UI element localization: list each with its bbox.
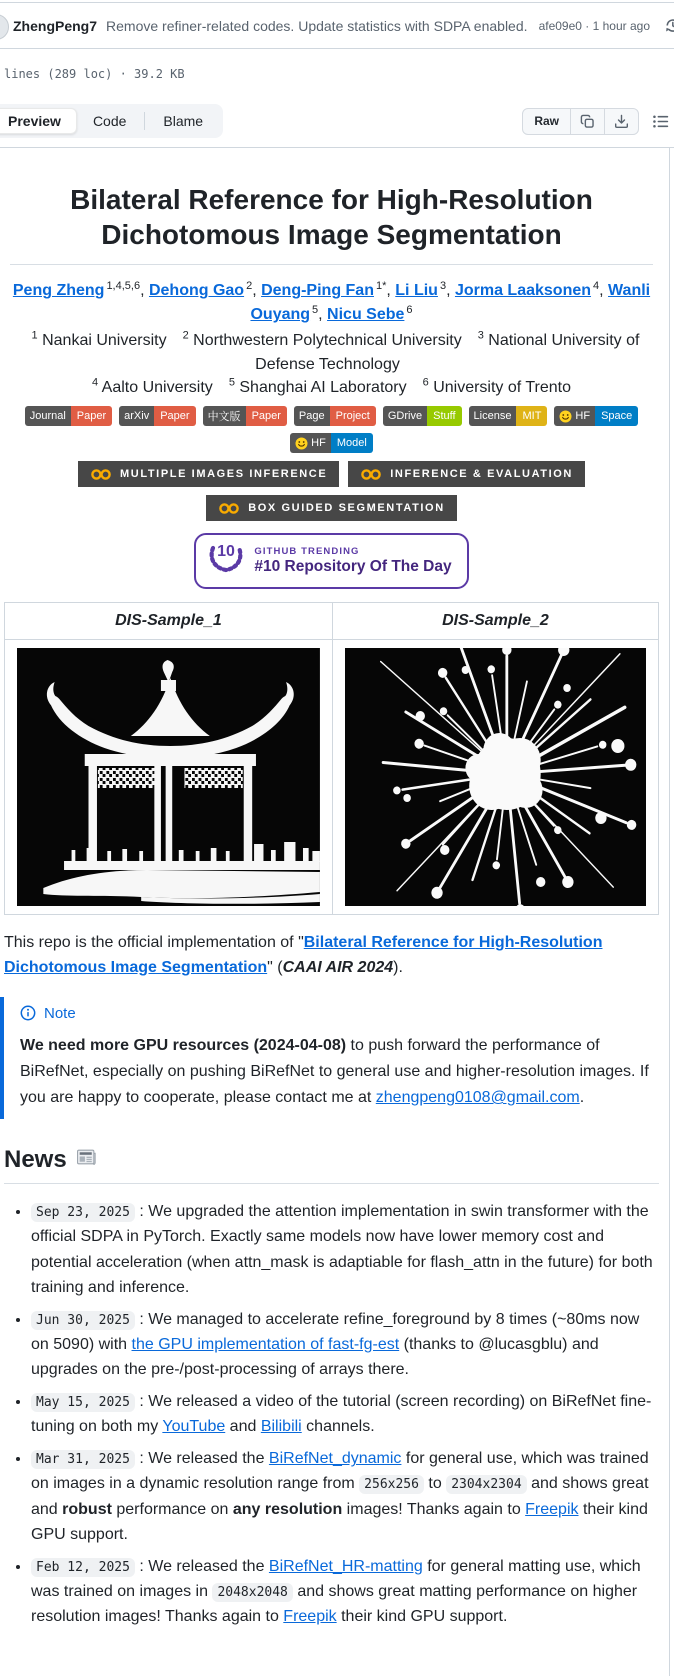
affiliations (4, 329, 659, 399)
tab-code[interactable]: Code (77, 108, 142, 134)
shield-badge[interactable]: HF Model (290, 433, 373, 453)
tab-preview[interactable]: Preview (0, 108, 77, 134)
shield-badge[interactable]: HF Space (554, 406, 638, 426)
news-date: Mar 31, 2025 (31, 1450, 135, 1469)
file-toolbar (0, 96, 674, 148)
file-view-page (0, 2, 674, 1676)
note-callout (0, 997, 659, 1120)
affiliation-item: $^1$ Nankai University (31, 330, 167, 350)
shield-badges-row (4, 406, 659, 426)
inline-link[interactable]: BiRefNet_dynamic (268, 1450, 402, 1468)
commit-header (0, 2, 674, 49)
author-link[interactable]: Peng Zheng (12, 282, 105, 300)
news-date: Feb 12, 2025 (31, 1558, 135, 1577)
raw-button[interactable]: Raw (523, 109, 570, 134)
inline-code: 2304x2304 (446, 1475, 526, 1494)
shield-badge[interactable]: License MIT (469, 406, 548, 426)
author-link[interactable]: Jorma Laaksonen (454, 282, 592, 300)
tab-blame[interactable]: Blame (147, 108, 219, 134)
inline-link[interactable]: YouTube (162, 1418, 226, 1436)
outline-button[interactable] (649, 110, 672, 133)
inline-code: 2048x2048 (212, 1583, 292, 1602)
note-header (20, 1005, 651, 1022)
author-link[interactable]: Deng-Ping Fan (261, 282, 374, 300)
note-body: We need more GPU resources (2024-04-08) to push forward the performance of BiRefNet, especially on pushing BiRefNet to general use and higher-resolution images. If you are happy to cooperate, please contact me at zhengpeng0108@gmail.com. (20, 1036, 649, 1107)
colab-badge[interactable]: INFERENCE & EVALUATION (348, 461, 585, 487)
affiliation-item: $^6$ University of Trento (422, 376, 572, 396)
trending-kicker: GITHUB TRENDING (254, 545, 360, 557)
toolbar-actions (522, 108, 670, 135)
news-date: Jun 30, 2025 (31, 1311, 135, 1330)
author-superscript: 1* (375, 280, 387, 293)
readme-content (0, 148, 670, 1676)
shield-badge[interactable]: Page Project (294, 406, 376, 426)
authors-line: Peng Zheng $^{1,4,5,6}$, Dehong Gao $^2$, Deng-Ping Fan $^{1*}$, Li Liu $^3$, Jorma Laaksonen $^4$, Wanli Ouyang $^5$, Nicu Sebe $^6$ (12, 280, 651, 324)
news-heading (4, 1146, 659, 1184)
news-item: • Jun 30, 2025 : We managed to accelerate refine_foreground by 8 times (~80ms now on 5090) with the GPU implementation of fast-fg-est (thanks to @lucasgblu) and upgrades on the pre-/post-processing of arrays there. (31, 1307, 659, 1382)
avatar[interactable] (0, 14, 9, 40)
author-superscript: 6 (406, 304, 413, 317)
inline-link[interactable]: zhengpeng0108@gmail.com (375, 1089, 580, 1107)
inline-code: 256x256 (359, 1475, 424, 1494)
affiliation-row (4, 329, 659, 375)
inline-link[interactable]: Freepik (283, 1607, 337, 1625)
news-date: Sep 23, 2025 (31, 1203, 135, 1222)
author-superscript: 2 (246, 280, 253, 293)
shield-badge[interactable]: arXiv Paper (119, 406, 195, 426)
hf-emoji-icon (295, 437, 308, 450)
dis-sample-2-image[interactable] (345, 648, 646, 906)
readme-title: Bilateral Reference for High-Resolution Dichotomous Image Segmentation (10, 183, 653, 265)
author-superscript: 3 (439, 280, 447, 293)
intro-paragraph: This repo is the official implementation of "Bilateral Reference for High-Resolution Dichotomous Image Segmentation" (CAAI AIR 2024). (4, 934, 603, 976)
author-link[interactable]: Li Liu (395, 282, 438, 300)
inline-link[interactable]: Bilibili (260, 1418, 302, 1436)
author-superscript: 1,4,5,6 (106, 280, 141, 293)
dis-sample-1-image[interactable] (17, 648, 320, 906)
sample-header: DIS-Sample_2 (332, 603, 658, 640)
author-link[interactable]: Dehong Gao (148, 282, 245, 300)
newspaper-emoji-icon (76, 1146, 97, 1174)
history-icon[interactable] (664, 17, 674, 34)
download-button[interactable] (604, 109, 638, 134)
model-badge-row (4, 433, 659, 453)
copy-icon (580, 114, 595, 129)
affiliation-item: $^2$ Northwestern Polytechnical University (182, 330, 462, 350)
news-date: May 15, 2025 (31, 1393, 135, 1412)
affiliation-item: $^4$ Aalto University (91, 376, 213, 396)
author-superscript: 4 (593, 280, 600, 293)
shield-badge[interactable]: GDrive Stuff (383, 406, 462, 426)
colab-badge[interactable]: MULTIPLE IMAGES INFERENCE (78, 461, 339, 487)
svg-text:10: 10 (217, 543, 236, 560)
laurel-icon (205, 539, 247, 582)
author-superscript: 5 (312, 304, 319, 317)
inline-link[interactable]: Bilateral Reference for High-Resolution Dichotomous Image Segmentation (4, 934, 603, 976)
commit-message-link[interactable]: Remove refiner-related codes. Update statistics with SDPA enabled. (106, 17, 528, 34)
sample-cell-1 (5, 640, 333, 915)
inline-link[interactable]: Freepik (525, 1500, 579, 1518)
shield-badge[interactable]: 中文版 Paper (203, 406, 287, 426)
news-heading-text: News (4, 1146, 67, 1174)
news-item: • Sep 23, 2025 : We upgraded the attention implementation in swin transformer with the official SDPA in PyTorch. Exactly same models now have lower memory cost and potential acceleration (when attn_mask is adaptiable for flash_attn in the future) for both training and inference. (31, 1199, 659, 1299)
view-tabs (0, 104, 223, 138)
info-icon (20, 1005, 36, 1021)
tab-divider (144, 112, 145, 130)
sample-cell-2 (332, 640, 658, 915)
note-label: Note (44, 1004, 76, 1022)
colab-infinity-icon (90, 468, 112, 481)
news-item: • Mar 31, 2025 : We released the BiRefNet_dynamic for general use, which was trained on images in a dynamic resolution range from 256x256 to 2304x2304 and shows great and robust performance on any resolution images! Thanks again to Freepik their kind GPU support. (31, 1446, 659, 1546)
affiliation-row (4, 376, 659, 399)
inline-link[interactable]: the GPU implementation of fast-fg-est (131, 1335, 400, 1353)
shield-badge[interactable]: Journal Paper (25, 406, 112, 426)
sample-header: DIS-Sample_1 (5, 603, 333, 640)
list-icon (652, 113, 669, 130)
colab-badges-row-1 (4, 461, 659, 487)
raw-button-group (522, 108, 639, 135)
affiliation-item: $^3$ National University of Defense Technology (255, 330, 640, 373)
trending-wrap (4, 533, 659, 589)
affiliation-item: $^5$ Shanghai AI Laboratory (228, 376, 407, 396)
colab-badges-row-2 (4, 495, 659, 521)
news-list (4, 1199, 659, 1629)
news-item: • Feb 12, 2025 : We released the BiRefNet_HR-matting for general matting use, which was trained on images in 2048x2048 and shows great matting performance on higher resolution images! Thanks again to Freepik their kind GPU support. (31, 1554, 659, 1629)
hf-emoji-icon (559, 410, 572, 423)
trending-text (254, 546, 451, 576)
author-link[interactable]: Nicu Sebe (327, 306, 405, 324)
inline-link[interactable]: BiRefNet_HR-matting (268, 1557, 423, 1575)
news-item: • May 15, 2025 : We released a video of the tutorial (screen recording) on BiRefNet fine-tuning on both my YouTube and Bilibili channels. (31, 1389, 659, 1439)
samples-header-row (5, 603, 659, 640)
copy-button[interactable] (570, 109, 604, 134)
trending-title: #10 Repository Of The Day (254, 557, 452, 575)
colab-infinity-icon (360, 468, 382, 481)
commit-author-link[interactable]: ZhengPeng7 (13, 17, 98, 34)
colab-infinity-icon (218, 502, 240, 515)
download-icon (614, 114, 629, 129)
file-info: lines (289 loc) · 39.2 KB (4, 67, 185, 81)
commit-meta[interactable]: afe09e0 · 1 hour ago (538, 18, 650, 33)
trending-badge[interactable] (194, 533, 468, 589)
colab-badge[interactable]: BOX GUIDED SEGMENTATION (206, 495, 457, 521)
samples-table (4, 602, 659, 915)
samples-image-row (5, 640, 659, 915)
author-link[interactable]: Wanli Ouyang (250, 282, 651, 324)
